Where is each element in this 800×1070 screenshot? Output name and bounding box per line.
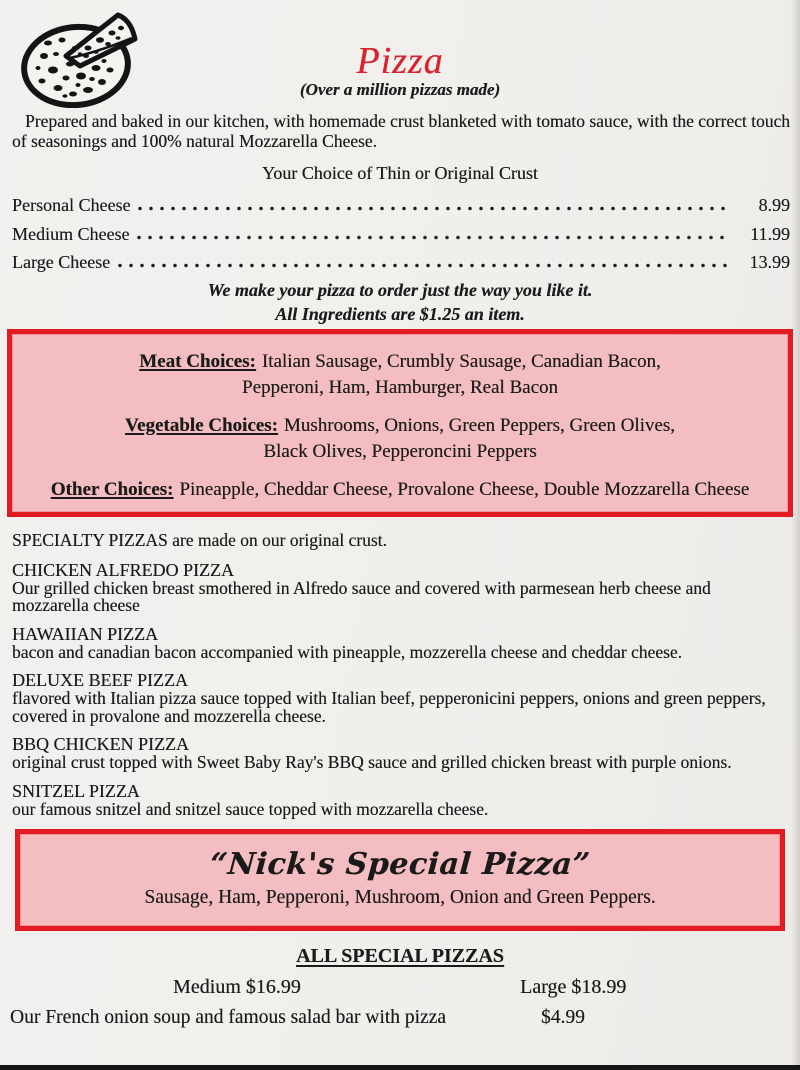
specialty-item-desc: bacon and canadian bacon accompanied with pineapple, mozzerella cheese and cheddar cheese.	[12, 641, 682, 662]
choice-group-other	[18, 477, 782, 503]
all-special-heading-text: ALL SPECIAL PIZZAS	[296, 945, 504, 967]
price-item-price: 8.99	[758, 195, 790, 215]
specialty-item-name: BBQ CHICKEN PIZZA	[12, 734, 190, 754]
nicks-special-box	[15, 829, 785, 931]
size-price-medium: Medium $16.99	[173, 976, 301, 998]
specialty-item	[12, 670, 786, 725]
menu-header	[0, 0, 800, 100]
choice-group-label: Other Choices:	[50, 478, 174, 500]
choice-line	[18, 477, 782, 503]
specialty-section	[12, 529, 786, 819]
soup-line: Our French onion soup and famous salad bar with pizza	[10, 1007, 446, 1028]
pizza-icon	[18, 6, 144, 108]
topping-choices-box	[7, 329, 793, 517]
dot-leader	[137, 235, 730, 240]
crust-choice-line: Your Choice of Thin or Original Crust	[262, 163, 538, 183]
soup-salad-row	[0, 1005, 800, 1031]
choice-group-items: Pineapple, Cheddar Cheese, Provalone Cheese, Double Mozzarella Cheese	[179, 478, 750, 500]
scan-edge-shade	[791, 0, 800, 1070]
price-item-price: 11.99	[750, 223, 790, 244]
specialty-item-desc: our famous snitzel and snitzel sauce topped with mozzarella cheese.	[12, 798, 489, 819]
dot-leader	[118, 263, 730, 268]
choice-group-meat	[18, 349, 782, 401]
menu-title: Pizza	[356, 40, 444, 82]
specialty-item	[12, 734, 786, 772]
price-item-name: Medium Cheese	[12, 223, 130, 244]
specialty-item	[12, 781, 786, 819]
dot-leader	[138, 206, 730, 211]
soup-price: $4.99	[541, 1007, 585, 1028]
all-special-heading	[0, 944, 800, 969]
order-note: We make your pizza to order just the way you like it.	[207, 279, 593, 300]
specialty-item	[12, 624, 786, 662]
specialty-item-desc: original crust topped with Sweet Baby Ray's BBQ sauce and grilled chicken breast with purple onions.	[12, 752, 732, 772]
choice-group-label: Meat Choices:	[139, 350, 256, 372]
ingredients-note: All Ingredients are $1.25 an item.	[275, 303, 525, 324]
size-price-large: Large $18.99	[520, 976, 627, 998]
specialty-item-name: HAWAIIAN PIZZA	[12, 623, 159, 644]
price-item-price: 13.99	[749, 252, 790, 272]
price-row	[12, 220, 790, 249]
specialty-item-name: SNITZEL PIZZA	[12, 780, 140, 801]
specialty-item-desc: flavored with Italian pizza sauce topped with Italian beef, pepperonicini peppers, onions and green peppers, covered in provalone and mozzerella cheese.	[12, 688, 766, 726]
specialty-intro: SPECIALTY PIZZAS are made on our original crust.	[12, 529, 387, 550]
nicks-special-toppings: Sausage, Ham, Pepperoni, Mushroom, Onion and Green Peppers.	[144, 887, 656, 908]
order-notes	[0, 278, 800, 326]
nicks-special-title: “Nick's Special Pizza”	[208, 847, 592, 882]
choice-line	[18, 413, 782, 439]
choice-line: Black Olives, Pepperoncini Peppers	[263, 440, 537, 462]
special-sizes-row	[0, 974, 800, 1000]
choice-group-label: Vegetable Choices:	[125, 414, 278, 436]
pizza-logo	[18, 6, 144, 113]
price-item-name: Personal Cheese	[12, 195, 131, 215]
intro-paragraph: Prepared and baked in our kitchen, with homemade crust blanketed with tomato sauce, with the correct touch of seasonings and 100% natural Mozzarella Cheese.	[12, 111, 790, 151]
specialty-item-name: DELUXE BEEF PIZZA	[12, 670, 188, 690]
price-row	[12, 191, 790, 220]
price-list	[12, 191, 790, 277]
bottom-scan-edge	[0, 1065, 800, 1070]
price-row	[12, 248, 790, 277]
specialty-item-name: CHICKEN ALFREDO PIZZA	[12, 559, 235, 580]
choice-group-vegetable	[18, 413, 782, 465]
choice-line	[18, 349, 782, 375]
specialty-item-desc: Our grilled chicken breast smothered in Alfredo sauce and covered with parmesean herb cheese and mozzarella cheese	[12, 577, 711, 615]
menu-subtitle: (Over a million pizzas made)	[299, 80, 501, 99]
specialty-item	[12, 560, 786, 615]
choice-group-items: Italian Sausage, Crumbly Sausage, Canadian Bacon,	[261, 350, 661, 372]
choice-line: Pepperoni, Ham, Hamburger, Real Bacon	[242, 376, 558, 398]
price-item-name: Large Cheese	[12, 252, 111, 272]
choice-group-items: Mushrooms, Onions, Green Peppers, Green Olives,	[283, 414, 675, 436]
